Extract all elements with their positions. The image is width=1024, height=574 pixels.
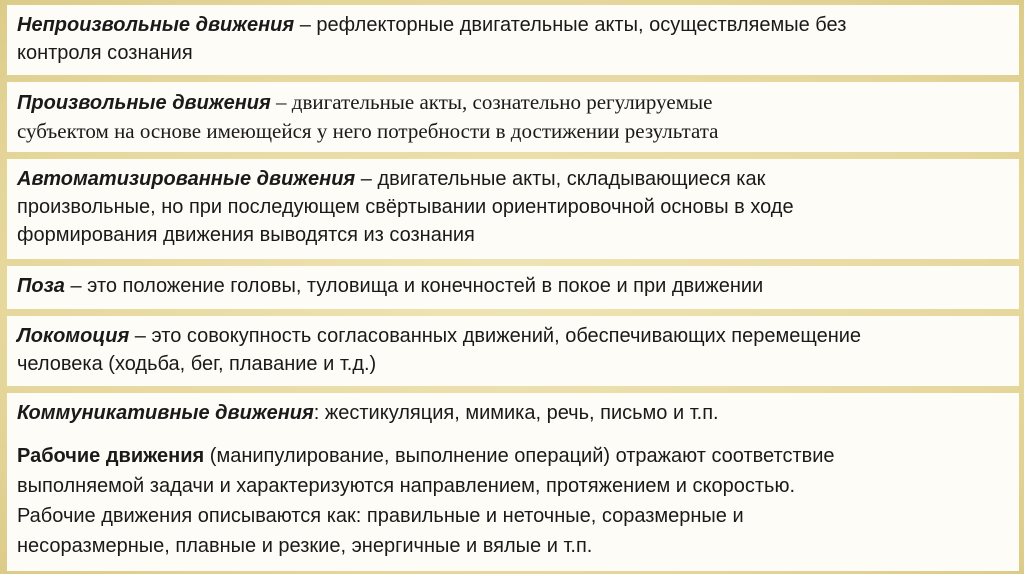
definition-text: формирования движения выводятся из сознания [17, 224, 475, 246]
definition-text: произвольные, но при последующем свёртывании ориентировочной основы в ходе [17, 196, 794, 218]
definition-text: – двигательные акты, складывающиеся как [355, 168, 766, 190]
definition-text: : жестикуляция, мимика, речь, письмо и т.п. [313, 402, 719, 424]
definition-text: – рефлекторные двигательные акты, осуществляемые без [294, 14, 847, 36]
definition-text: – это положение головы, туловища и конечностей в покое и при движении [64, 275, 764, 297]
definition-text: человека (ходьба, бег, плавание и т.д.) [17, 353, 377, 375]
definition-text: (манипулирование, выполнение операций) отражают соответствие [204, 445, 835, 467]
definition-working-movements [7, 433, 1019, 571]
definition-text: несоразмерные, плавные и резкие, энергичные и вялые и т.п. [17, 535, 593, 557]
term: Автоматизированные движения [17, 168, 356, 190]
definition-posture [7, 266, 1019, 309]
term: Рабочие движения [17, 445, 205, 467]
definition-text: – двигательные акты, сознательно регулируемые [270, 90, 713, 114]
definition-communicative-movements [7, 393, 1019, 435]
definition-locomotion [7, 316, 1019, 386]
term: Произвольные движения [17, 92, 271, 114]
term: Поза [17, 275, 65, 297]
definitions-slide [7, 5, 1019, 571]
definition-voluntary-movements [7, 82, 1019, 152]
definition-automated-movements [7, 159, 1019, 259]
definition-text: Рабочие движения описываются как: правильные и неточные, соразмерные и [17, 505, 744, 527]
definition-involuntary-movements [7, 5, 1019, 75]
definition-text: – это совокупность согласованных движений, обеспечивающих перемещение [129, 325, 862, 347]
definition-text: субъектом на основе имеющейся у него потребности в достижении результата [17, 119, 719, 143]
term: Коммуникативные движения [17, 402, 314, 424]
term: Непроизвольные движения [17, 14, 295, 36]
definition-text: выполняемой задачи и характеризуются направлением, протяжением и скоростью. [17, 475, 795, 497]
term: Локомоция [17, 325, 130, 347]
definition-text: контроля сознания [17, 42, 193, 64]
